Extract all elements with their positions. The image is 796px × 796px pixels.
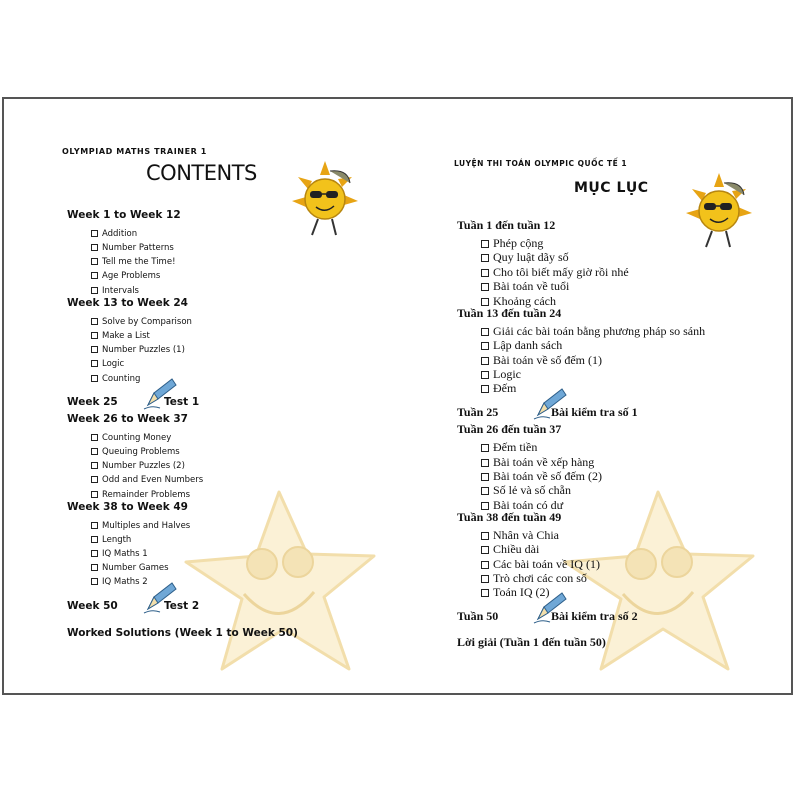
test-label: Bài kiểm tra số 2 xyxy=(551,609,638,623)
checkbox-icon xyxy=(91,244,98,251)
section-heading: Week 13 to Week 24 xyxy=(67,297,188,309)
list-item xyxy=(481,236,543,251)
list-item xyxy=(481,571,587,586)
item-label: Logic xyxy=(493,367,521,381)
star-watermark-icon xyxy=(174,484,404,684)
checkbox-icon xyxy=(481,269,489,277)
list-item xyxy=(481,528,559,543)
checkbox-icon xyxy=(481,459,489,467)
list-item xyxy=(481,557,600,572)
section-heading: Tuần 25 xyxy=(457,405,499,419)
left-page xyxy=(4,99,398,693)
list-item xyxy=(481,279,569,294)
section-heading: Tuần 50 xyxy=(457,609,499,623)
checkbox-icon xyxy=(481,473,489,481)
item-label: Bài toán về số đếm (1) xyxy=(493,353,602,367)
list-item xyxy=(481,469,602,484)
checkbox-icon xyxy=(481,254,489,262)
checkbox-icon xyxy=(91,230,98,237)
item-label: IQ Maths 2 xyxy=(102,577,148,587)
list-item xyxy=(91,563,169,573)
page-title: MỤC LỤC xyxy=(574,180,649,196)
section-heading: Week 1 to Week 12 xyxy=(67,209,181,221)
sun-mascot-icon xyxy=(290,159,360,239)
checkbox-icon xyxy=(481,357,489,365)
checkbox-icon xyxy=(91,332,98,339)
list-item xyxy=(481,381,516,396)
list-item xyxy=(91,286,139,296)
item-label: Tell me the Time! xyxy=(102,257,176,267)
list-item xyxy=(91,317,192,327)
item-label: Number Puzzles (1) xyxy=(102,345,185,355)
item-label: Chiều dài xyxy=(493,542,540,556)
sun-mascot-icon xyxy=(684,171,754,251)
checkbox-icon xyxy=(91,462,98,469)
series-title: OLYMPIAD MATHS TRAINER 1 xyxy=(62,147,207,156)
item-label: Lập danh sách xyxy=(493,338,563,352)
checkbox-icon xyxy=(481,385,489,393)
section-heading: Week 50 xyxy=(67,600,118,612)
item-label: Number Games xyxy=(102,563,169,573)
list-item xyxy=(481,367,521,382)
list-item xyxy=(91,447,180,457)
list-item xyxy=(91,535,131,545)
item-label: Addition xyxy=(102,229,138,239)
checkbox-icon xyxy=(481,283,489,291)
checkbox-icon xyxy=(91,375,98,382)
checkbox-icon xyxy=(481,240,489,248)
item-label: Nhân và Chia xyxy=(493,528,559,542)
item-label: Make a List xyxy=(102,331,150,341)
section-heading: Tuần 38 đến tuần 49 xyxy=(457,510,562,524)
item-label: Remainder Problems xyxy=(102,490,190,500)
item-label: Odd and Even Numbers xyxy=(102,475,204,485)
series-title: LUYỆN THI TOÁN OLYMPIC QUỐC TẾ 1 xyxy=(454,159,628,168)
section-heading: Tuần 13 đến tuần 24 xyxy=(457,306,562,320)
checkbox-icon xyxy=(481,487,489,495)
list-item xyxy=(91,359,124,369)
book-spread xyxy=(2,97,793,695)
checkbox-icon xyxy=(91,448,98,455)
item-label: Bài toán có dư xyxy=(493,498,564,512)
list-item xyxy=(91,229,137,239)
item-label: Khoảng cách xyxy=(493,294,556,308)
checkbox-icon xyxy=(91,346,98,353)
checkbox-icon xyxy=(481,546,489,554)
checkbox-icon xyxy=(91,272,98,279)
item-label: Đếm tiền xyxy=(493,440,538,454)
item-label: Số lẻ và số chẵn xyxy=(493,483,571,497)
test-label: Test 1 xyxy=(164,396,200,408)
checkbox-icon xyxy=(481,561,489,569)
list-item xyxy=(481,324,705,339)
list-item xyxy=(481,250,569,265)
right-page xyxy=(398,99,793,693)
page-title: CONTENTS xyxy=(146,161,257,185)
item-label: Length xyxy=(102,535,132,545)
list-item xyxy=(91,331,150,341)
item-label: Bài toán về tuổi xyxy=(493,279,570,293)
checkbox-icon xyxy=(91,522,98,529)
item-label: Trò chơi các con số xyxy=(493,571,587,585)
checkbox-icon xyxy=(91,434,98,441)
list-item xyxy=(91,549,148,559)
item-label: Logic xyxy=(102,359,125,369)
item-label: Các bài toán về IQ (1) xyxy=(493,557,600,571)
list-item xyxy=(481,353,602,368)
checkbox-icon xyxy=(91,536,98,543)
checkbox-icon xyxy=(91,360,98,367)
checkbox-icon xyxy=(91,287,98,294)
list-item xyxy=(91,521,190,531)
test-label: Bài kiểm tra số 1 xyxy=(551,405,638,419)
list-item xyxy=(91,345,185,355)
list-item xyxy=(91,490,190,500)
checkbox-icon xyxy=(481,589,489,597)
item-label: Intervals xyxy=(102,286,139,296)
item-label: IQ Maths 1 xyxy=(102,549,148,559)
list-item xyxy=(91,475,203,485)
checkbox-icon xyxy=(91,564,98,571)
item-label: Age Problems xyxy=(102,271,161,281)
checkbox-icon xyxy=(481,342,489,350)
checkbox-icon xyxy=(91,491,98,498)
list-item xyxy=(481,338,562,353)
section-heading: Week 25 xyxy=(67,396,118,408)
checkbox-icon xyxy=(481,298,489,306)
item-label: Counting Money xyxy=(102,433,172,443)
test-label: Test 2 xyxy=(164,600,200,612)
item-label: Number Puzzles (2) xyxy=(102,461,185,471)
item-label: Đếm xyxy=(493,381,517,395)
item-label: Quy luật dãy số xyxy=(493,250,569,264)
list-item xyxy=(481,265,629,280)
star-watermark-icon xyxy=(553,484,783,684)
checkbox-icon xyxy=(481,575,489,583)
checkbox-icon xyxy=(91,578,98,585)
checkbox-icon xyxy=(481,532,489,540)
list-item xyxy=(91,461,185,471)
checkbox-icon xyxy=(91,476,98,483)
list-item xyxy=(91,243,174,253)
list-item xyxy=(481,542,539,557)
checkbox-icon xyxy=(91,318,98,325)
item-label: Cho tôi biết mấy giờ rồi nhé xyxy=(493,265,629,279)
list-item xyxy=(481,455,594,470)
item-label: Bài toán về xếp hàng xyxy=(493,455,595,469)
item-label: Giải các bài toán bằng phương pháp so sánh xyxy=(493,324,706,338)
list-item xyxy=(481,483,571,498)
list-item xyxy=(481,440,537,455)
solutions-heading: Worked Solutions (Week 1 to Week 50) xyxy=(67,627,298,639)
checkbox-icon xyxy=(91,550,98,557)
item-label: Solve by Comparison xyxy=(102,317,192,327)
section-heading: Tuần 26 đến tuần 37 xyxy=(457,422,562,436)
checkbox-icon xyxy=(481,328,489,336)
section-heading: Tuần 1 đến tuần 12 xyxy=(457,218,556,232)
list-item xyxy=(91,271,160,281)
checkbox-icon xyxy=(481,502,489,510)
list-item xyxy=(91,577,148,587)
list-item xyxy=(91,257,175,267)
checkbox-icon xyxy=(481,444,489,452)
item-label: Number Patterns xyxy=(102,243,174,253)
item-label: Phép cộng xyxy=(493,236,544,250)
item-label: Counting xyxy=(102,374,141,384)
item-label: Multiples and Halves xyxy=(102,521,191,531)
section-heading: Week 38 to Week 49 xyxy=(67,501,188,513)
list-item xyxy=(91,433,171,443)
item-label: Bài toán về số đếm (2) xyxy=(493,469,602,483)
list-item xyxy=(91,374,140,384)
item-label: Queuing Problems xyxy=(102,447,180,457)
item-label: Toán IQ (2) xyxy=(493,585,550,599)
checkbox-icon xyxy=(481,371,489,379)
section-heading: Week 26 to Week 37 xyxy=(67,413,188,425)
checkbox-icon xyxy=(91,258,98,265)
solutions-heading: Lời giải (Tuần 1 đến tuần 50) xyxy=(457,635,606,649)
